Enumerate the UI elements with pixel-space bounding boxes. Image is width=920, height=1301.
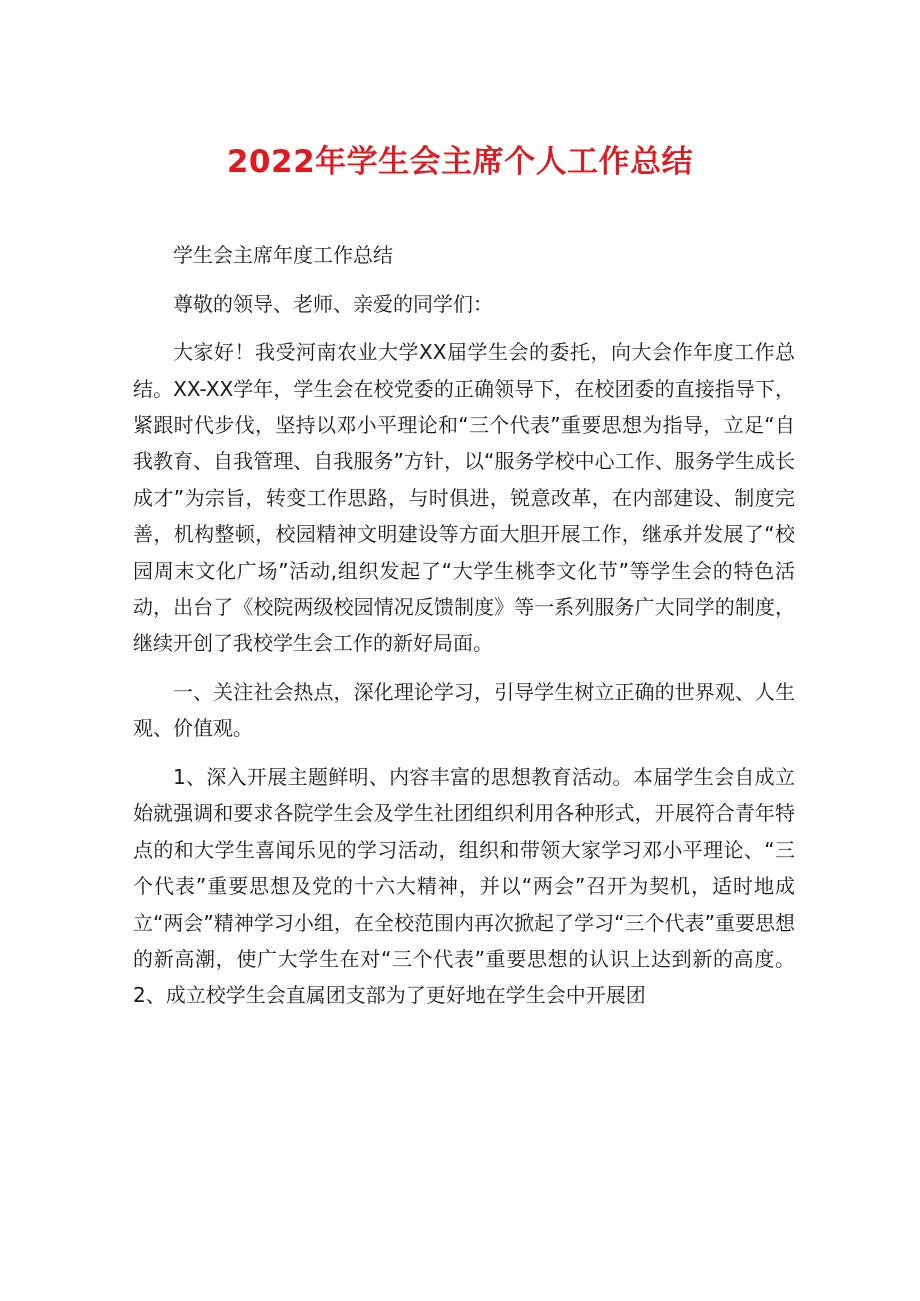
document-body <box>133 237 795 1014</box>
paragraph-subtitle: 学生会主席年度工作总结 <box>173 243 393 267</box>
paragraph-opening: 大家好！我受河南农业大学XX届学生会的委托，向大会作年度工作总结。XX-XX学年，学生会在校党委的正确领导下，在校团委的直接指导下，紧跟时代步伐，坚持以邓小平理论和“三个代表”重要思想为指导，立足“自我教育、自我管理、自我服务”方针，以“服务学校中心工作、服务学生成长成才”为宗旨，转变工作思路，与时俱进，锐意改革，在内部建设、制度完善，机构整顿，校园精神文明建设等方面大胆开展工作，继承并发展了“校园周末文化广场”活动,组织发起了“大学生桃李文化节”等学生会的特色活动，出台了《校院两级校园情况反馈制度》等一系列服务广大同学的制度，继续开创了我校学生会工作的新好局面。 <box>133 340 795 656</box>
paragraph-item-1: 1、深入开展主题鲜明、内容丰富的思想教育活动。本届学生会自成立始就强调和要求各院学生会及学生社团组织利用各种形式，开展符合青年特点的和大学生喜闻乐见的学习活动，组织和带领大家学习邓小平理论、“三个代表”重要思想及党的十六大精神，并以“两会”召开为契机，适时地成立“两会”精神学习小组，在全校范围内再次掀起了学习“三个代表”重要思想的新高潮，使广大学生在对“三个代表”重要思想的认识上达到新的高度。2、成立校学生会直属团支部为了更好地在学生会中开展团 <box>133 765 795 1008</box>
paragraph-salutation: 尊敬的领导、老师、亲爱的同学们： <box>173 291 493 316</box>
document-title: 2022年学生会主席个人工作总结 <box>226 144 694 180</box>
paragraph-section-heading: 一、关注社会热点，深化理论学习，引导学生树立正确的世界观、人生观、价值观。 <box>133 680 795 741</box>
